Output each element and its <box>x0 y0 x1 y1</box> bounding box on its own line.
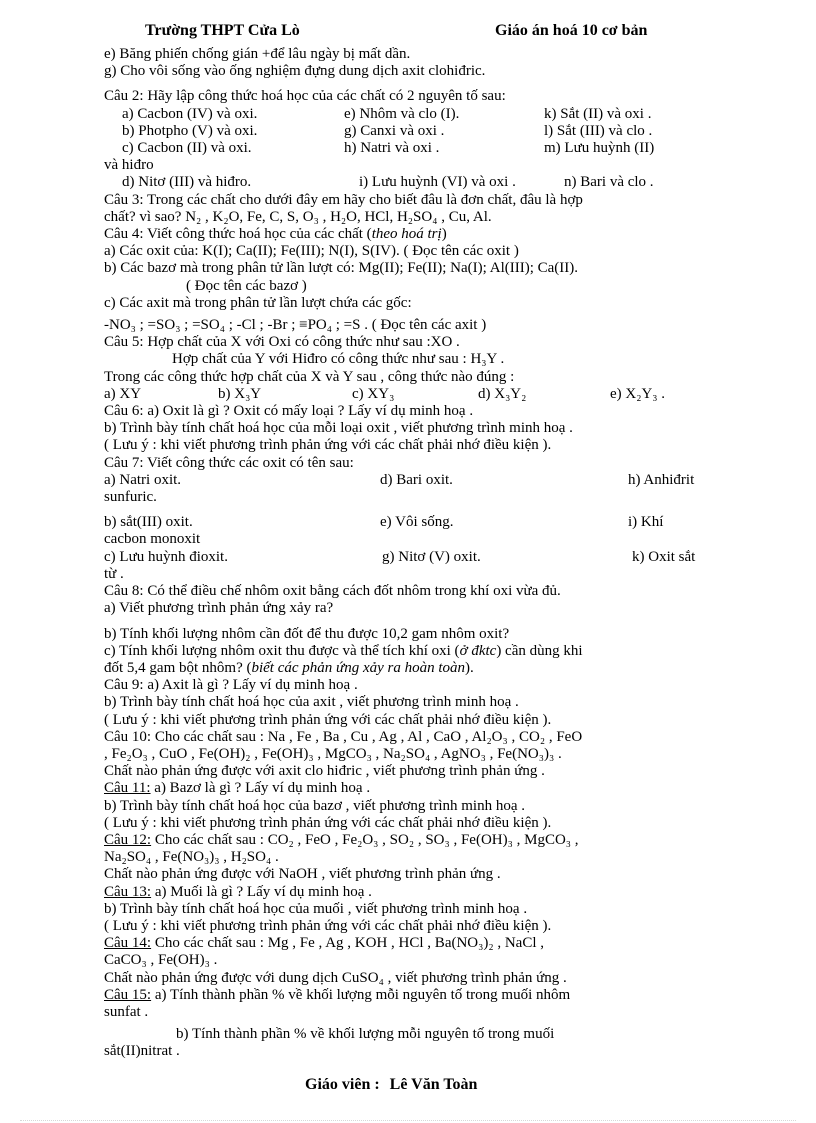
option: e) X₂Y₃ . <box>610 385 666 402</box>
page-bottom-divider <box>20 1120 796 1121</box>
text-line: sắt(II)nitrat . <box>104 1043 180 1060</box>
option: i) Lưu huỳnh (VI) và oxi . <box>359 174 516 191</box>
question-3-title: Câu 3: Trong các chất cho dưới đây em hãy cho biết đâu là đơn chất, đâu là hợp <box>104 191 583 208</box>
text-line <box>104 140 724 157</box>
subject-title: Giáo án hoá 10 cơ bản <box>495 22 648 39</box>
text-line <box>104 514 724 531</box>
text-line <box>104 106 724 123</box>
text-line <box>104 549 724 566</box>
option: l) Sắt (III) và clo . <box>544 122 653 139</box>
text-line: b) Trình bày tính chất hoá học của muối , viết phương trình minh hoạ . <box>104 900 528 917</box>
option: b) sắt(III) oxit. <box>104 514 193 531</box>
question-12-title: Câu 12: Cho các chất sau : CO₂ , FeO , Fe₂O₃ , SO₂ , SO₃ , Fe(OH)₃ , MgCO₃ , <box>104 831 579 848</box>
question-7-title: Câu 7: Viết công thức các oxit có tên sau: <box>104 454 354 471</box>
option: k) Oxit sắt <box>632 548 696 565</box>
text-line: và hiđro <box>104 157 154 174</box>
text-line: b) Các bazơ mà trong phân tử lần lượt có: Mg(II); Fe(II); Na(I); Al(III); Ca(II). <box>104 260 579 277</box>
text-line: CaCO₃ , Fe(OH)₃ . <box>104 952 218 969</box>
option: e) Vôi sống. <box>380 514 454 531</box>
text-line: a) Các oxit của: K(I); Ca(II); Fe(III); N(I), S(IV). ( Đọc tên các oxit ) <box>104 243 519 260</box>
option: m) Lưu huỳnh (II) <box>544 140 655 157</box>
option: g) Canxi và oxi . <box>344 122 445 139</box>
question-9-title: Câu 9: a) Axit là gì ? Lấy ví dụ minh hoạ . <box>104 677 358 694</box>
option: d) Nitơ (III) và hiđro. <box>122 174 252 191</box>
text-line: , Fe₂O₃ , CuO , Fe(OH)₂ , Fe(OH)₃ , MgCO₃ , Na₂SO₄ , AgNO₃ , Fe(NO₃)₃ . <box>104 745 562 762</box>
text-line <box>104 174 724 191</box>
text-line <box>104 386 724 403</box>
text-line: sunfat . <box>104 1003 149 1020</box>
text-line: ( Đọc tên các bazơ ) <box>186 277 307 294</box>
question-6-title: Câu 6: a) Oxit là gì ? Oxit có mấy loại ? Lấy ví dụ minh hoạ . <box>104 403 474 420</box>
question-11-title: Câu 11: a) Bazơ là gì ? Lấy ví dụ minh hoạ . <box>104 780 371 797</box>
option: h) Anhiđrit <box>628 471 695 488</box>
option: c) XY₃ <box>352 385 395 402</box>
option: a) Natri oxit. <box>104 471 182 488</box>
option: h) Natri và oxi . <box>344 140 440 157</box>
teacher-label: Giáo viên : <box>305 1076 380 1093</box>
option: e) Nhôm và clo (I). <box>344 105 460 122</box>
text-line: ( Lưu ý : khi viết phương trình phản ứng với các chất phải nhớ điều kiện ). <box>104 814 552 831</box>
question-13-title: Câu 13: a) Muối là gì ? Lấy ví dụ minh hoạ . <box>104 883 372 900</box>
option: i) Khí <box>628 514 664 531</box>
option: b) Photpho (V) và oxi. <box>122 122 258 139</box>
text-line: Chất nào phản ứng được với dung dịch CuSO₄ , viết phương trình phản ứng . <box>104 969 567 986</box>
text-line: -NO₃ ; =SO₃ ; =SO₄ ; -Cl ; -Br ; ≡PO₄ ; =S . ( Đọc tên các axit ) <box>104 317 487 334</box>
teacher-signature <box>305 1076 477 1094</box>
option: g) Nitơ (V) oxit. <box>382 548 481 565</box>
option: c) Lưu huỳnh đioxit. <box>104 548 228 565</box>
text-line: từ . <box>104 565 124 582</box>
option: k) Sắt (II) và oxi . <box>544 105 652 122</box>
text-line: a) Viết phương trình phản ứng xảy ra? <box>104 600 334 617</box>
text-line <box>104 472 724 489</box>
option: a) XY <box>104 385 142 402</box>
text-line: Chất nào phản ứng được với NaOH , viết phương trình phản ứng . <box>104 866 501 883</box>
option: a) Cacbon (IV) và oxi. <box>122 105 258 122</box>
text-line <box>104 123 724 140</box>
text-line: đốt 5,4 gam bột nhôm? (biết các phản ứng xảy ra hoàn toàn). <box>104 659 474 676</box>
text-line: Chất nào phản ứng được với axit clo hiđric , viết phương trình phản ứng . <box>104 763 545 780</box>
text-line: chất? vì sao? N₂ , K₂O, Fe, C, S, O₃ , H₂O, HCl, H₂SO₄ , Cu, Al. <box>104 208 492 225</box>
text-line: b) Trình bày tính chất hoá học của axit , viết phương trình minh hoạ . <box>104 694 519 711</box>
text-line: Hợp chất của Y với Hiđro có công thức như sau : H₃Y . <box>172 351 505 368</box>
text-line: g) Cho vôi sống vào ống nghiệm đựng dung dịch axit clohiđric. <box>104 63 486 80</box>
question-10-title: Câu 10: Cho các chất sau : Na , Fe , Ba , Cu , Ag , Al , CaO , Al₂O₃ , CO₂ , FeO <box>104 728 583 745</box>
text-line: b) Tính thành phần % về khối lượng mỗi nguyên tố trong muối <box>176 1026 555 1043</box>
text-line: b) Trình bày tính chất hoá học của bazơ , viết phương trình minh hoạ . <box>104 797 526 814</box>
option: b) X₃Y <box>218 385 262 402</box>
question-8-title: Câu 8: Có thể điều chế nhôm oxit bằng cách đốt nhôm trong khí oxi vừa đủ. <box>104 583 561 600</box>
text-line: ( Lưu ý : khi viết phương trình phản ứng với các chất phải nhớ điều kiện ). <box>104 711 552 728</box>
text-line: e) Băng phiến chống gián +để lâu ngày bị mất dần. <box>104 46 411 62</box>
text-line: b) Tính khối lượng nhôm cần đốt để thu được 10,2 gam nhôm oxit? <box>104 625 510 642</box>
text-line: ( Lưu ý : khi viết phương trình phản ứng với các chất phải nhớ điều kiện ). <box>104 437 552 454</box>
question-4-title: Câu 4: Viết công thức hoá học của các chất (theo hoá trị) <box>104 226 447 243</box>
option: d) Bari oxit. <box>380 471 453 488</box>
text-line: c) Các axit mà trong phân tử lần lượt chứa các gốc: <box>104 294 412 311</box>
text-line: ( Lưu ý : khi viết phương trình phản ứng với các chất phải nhớ điều kiện ). <box>104 917 552 934</box>
text-line: Trong các công thức hợp chất của X và Y sau , công thức nào đúng : <box>104 368 515 385</box>
text-line: cacbon monoxit <box>104 531 201 548</box>
text-line: b) Trình bày tính chất hoá học của mỗi loại oxit , viết phương trình minh hoạ . <box>104 420 573 437</box>
question-2-title: Câu 2: Hãy lập công thức hoá học của các chất có 2 nguyên tố sau: <box>104 88 506 105</box>
exercise-content <box>104 46 724 1061</box>
text-line: c) Tính khối lượng nhôm oxit thu được và thể tích khí oxi (ở đktc) cần dùng khi <box>104 642 583 659</box>
text-line: Na₂SO₄ , Fe(NO₃)₃ , H₂SO₄ . <box>104 849 279 866</box>
teacher-name: Lê Văn Toàn <box>389 1076 478 1093</box>
text-line: sunfuric. <box>104 489 157 506</box>
question-14-title: Câu 14: Cho các chất sau : Mg , Fe , Ag , KOH , HCl , Ba(NO₃)₂ , NaCl , <box>104 935 545 952</box>
option: n) Bari và clo . <box>564 174 654 191</box>
option: c) Cacbon (II) và oxi. <box>122 140 252 157</box>
question-5-title: Câu 5: Hợp chất của X với Oxi có công thức như sau :XO . <box>104 334 460 351</box>
school-name: Trường THPT Cửa Lò <box>145 22 300 39</box>
question-15-title: Câu 15: a) Tính thành phần % về khối lượng mỗi nguyên tố trong muối nhôm <box>104 986 571 1003</box>
option: d) X₃Y₂ <box>478 385 527 402</box>
